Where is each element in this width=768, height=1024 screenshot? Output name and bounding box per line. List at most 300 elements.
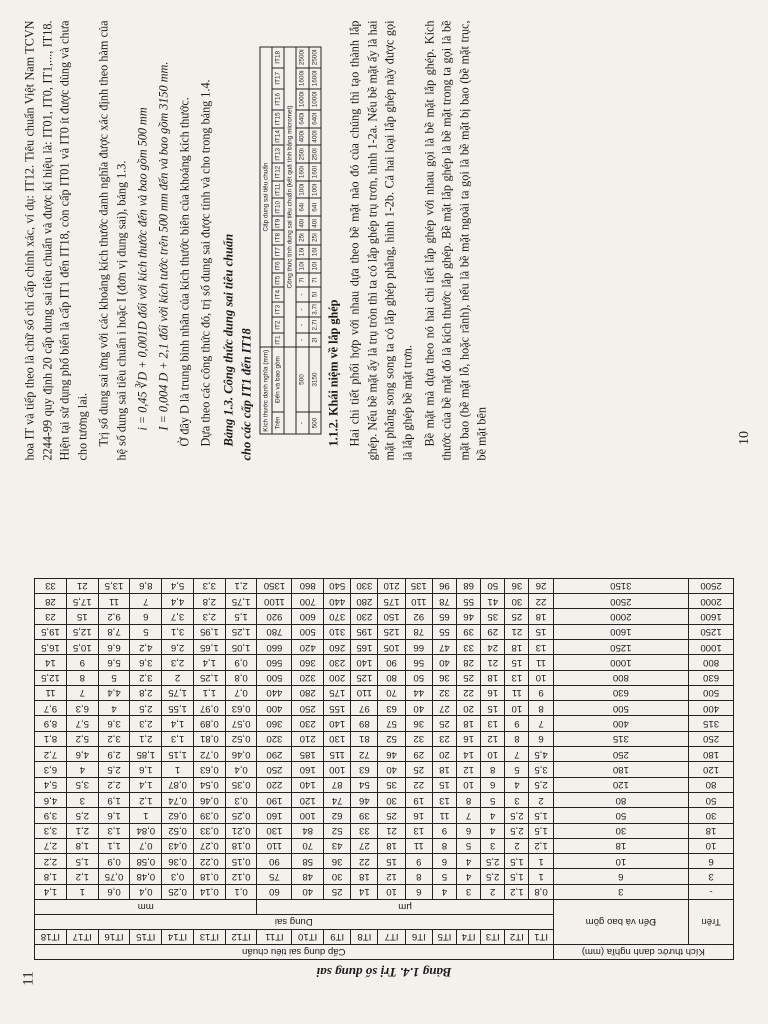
table-cell: 180 <box>689 747 734 762</box>
page-number: 10 <box>737 431 752 445</box>
table-cell: 280 <box>351 594 378 609</box>
table-cell: 13 <box>481 716 505 731</box>
table-cell: 50 <box>481 578 505 593</box>
table-cell: 18 <box>457 716 481 731</box>
table-cell: 175 <box>324 685 351 700</box>
table-cell: 250 <box>257 762 292 777</box>
table-cell: 13 <box>529 639 553 654</box>
table-cell: 36 <box>324 854 351 869</box>
table-cell: 4,5 <box>529 747 553 762</box>
table-cell: 25i <box>296 230 308 244</box>
table-cell: 120 <box>292 792 324 807</box>
header-cell: Cấp dung sai tiêu chuẩn <box>35 945 554 960</box>
table-cell: 25 <box>457 670 481 685</box>
table-cell: 0,3 <box>225 792 257 807</box>
table-cell: 18 <box>378 838 405 853</box>
table-cell: 2I <box>309 333 321 347</box>
table-cell: 35 <box>378 777 405 792</box>
table-cell: 3,1 <box>162 624 194 639</box>
table-row <box>35 731 734 746</box>
table-cell: 175 <box>378 594 405 609</box>
table-cell: 63 <box>351 762 378 777</box>
table-cell: 13 <box>505 670 529 685</box>
table-row <box>35 655 734 670</box>
table-cell: 0,8 <box>225 670 257 685</box>
table-cell: 1,1 <box>98 838 130 853</box>
table-row <box>296 47 308 434</box>
table-cell: 2,5 <box>505 808 529 823</box>
table-cell: 1,95 <box>193 624 225 639</box>
table-cell: 4,4 <box>162 594 194 609</box>
table-cell: 200 <box>324 670 351 685</box>
table-cell: 400 <box>689 701 734 716</box>
grade-header: IT17 <box>66 930 98 945</box>
table-cell: 8 <box>457 792 481 807</box>
table-cell: 0,58 <box>130 854 162 869</box>
table-cell: 17,5 <box>66 594 98 609</box>
table-cell: 135 <box>405 578 432 593</box>
table-cell: 0,52 <box>162 823 194 838</box>
table-row <box>35 777 734 792</box>
table-cell: 16 <box>457 731 481 746</box>
table-cell: 400 <box>257 701 292 716</box>
table-cell: 250 <box>553 747 689 762</box>
table-row <box>35 854 734 869</box>
table-cell: 1,55 <box>162 701 194 716</box>
table-cell: 1,8 <box>66 838 98 853</box>
grade-header: IT8 <box>351 930 378 945</box>
table-cell: 0,6 <box>98 884 130 899</box>
header-cell: Kích thước danh nghĩa (mm) <box>553 945 733 960</box>
table-cell: 72 <box>351 747 378 762</box>
table-cell: 4 <box>432 884 456 899</box>
table-cell: 7,2 <box>35 747 67 762</box>
grade-header: IT3 <box>272 302 284 318</box>
table-cell: 7I <box>309 273 321 287</box>
table-cell: 1600 <box>553 624 689 639</box>
table-cell: 18 <box>351 869 378 884</box>
table-cell: 12,5 <box>35 670 67 685</box>
caption-line: Bảng 1.3. Công thức dung sai tiêu chuẩn <box>221 233 236 447</box>
table-row <box>35 609 734 624</box>
table-cell: 1,2 <box>529 838 553 853</box>
grade-header: IT10 <box>272 198 284 216</box>
table-cell: 0,89 <box>193 716 225 731</box>
table-cell: 10I <box>309 259 321 273</box>
table-row <box>35 792 734 807</box>
table-cell: 52 <box>324 823 351 838</box>
table-cell: 1,2 <box>130 792 162 807</box>
table-cell: 46 <box>351 792 378 807</box>
table-cell: 4 <box>457 854 481 869</box>
table-cell: 18 <box>689 823 734 838</box>
table-row <box>35 701 734 716</box>
table-cell: 36 <box>505 578 529 593</box>
header-cell: Kích thước danh nghĩa (mm) <box>260 347 272 434</box>
table-cell: 7,8 <box>98 624 130 639</box>
table-cell: 6 <box>689 854 734 869</box>
table-cell: 2 <box>162 670 194 685</box>
grade-header: IT4 <box>272 287 284 301</box>
table-cell: 48 <box>292 869 324 884</box>
table-cell: 25 <box>432 716 456 731</box>
grade-header: IT10 <box>292 930 324 945</box>
table-cell: 74 <box>324 792 351 807</box>
table-cell: 2,7 <box>35 838 67 853</box>
table-cell: 190 <box>257 792 292 807</box>
table-cell: 55 <box>432 624 456 639</box>
caption-line: cho các cấp IT1 đến IT18 <box>239 328 254 461</box>
grade-header: IT5 <box>272 273 284 287</box>
table-cell: 40i <box>296 216 308 230</box>
table-cell: 110 <box>351 685 378 700</box>
unit-cell: mm <box>35 900 257 915</box>
table-cell: 165 <box>351 639 378 654</box>
table-cell: 11 <box>505 685 529 700</box>
table-cell: 21 <box>378 823 405 838</box>
table-cell: 500 <box>257 670 292 685</box>
table-cell: 2000 <box>553 609 689 624</box>
table-cell: 97 <box>351 701 378 716</box>
table-cell: 110 <box>405 594 432 609</box>
table-cell: 10 <box>378 884 405 899</box>
table-cell: 1,4 <box>35 884 67 899</box>
table-header-row <box>260 47 272 434</box>
table-cell: 0,62 <box>162 808 194 823</box>
table-cell: 0,33 <box>193 823 225 838</box>
grade-header: IT12 <box>225 930 257 945</box>
grade-header: IT7 <box>272 245 284 259</box>
table-cell: 2,6 <box>162 639 194 654</box>
table-cell: 0,35 <box>225 777 257 792</box>
table-cell: 2,5 <box>529 777 553 792</box>
table-cell: 30 <box>689 808 734 823</box>
table-cell: 315 <box>689 716 734 731</box>
table-header-row <box>284 47 296 434</box>
table-cell: 2,5 <box>98 762 130 777</box>
table-cell: 2,3 <box>193 609 225 624</box>
table-cell: 18 <box>432 762 456 777</box>
table-cell: 1 <box>162 762 194 777</box>
table-cell: 21 <box>66 578 98 593</box>
table-cell: 0,12 <box>225 869 257 884</box>
table-cell: 8 <box>481 762 505 777</box>
table-cell: 15 <box>529 624 553 639</box>
table-cell: 2,3 <box>162 655 194 670</box>
table-cell: 12 <box>378 869 405 884</box>
table-cell: 140 <box>292 777 324 792</box>
table-cell: 1,5 <box>505 854 529 869</box>
table-cell: 78 <box>432 594 456 609</box>
table-cell: 5I <box>309 287 321 301</box>
table-cell: 2,3 <box>130 716 162 731</box>
table-cell: 5,6 <box>98 655 130 670</box>
table-cell: 3 <box>457 884 481 899</box>
table-cell: 1,05 <box>225 639 257 654</box>
table-cell: 500 <box>689 685 734 700</box>
table-cell: 84 <box>292 823 324 838</box>
table-cell: 1250 <box>553 639 689 654</box>
table-cell: 14 <box>351 884 378 899</box>
table-cell: 2,5 <box>66 808 98 823</box>
table-cell: 2,5 <box>481 869 505 884</box>
table-cell: 66 <box>405 639 432 654</box>
empty-cell <box>284 347 296 434</box>
table-cell: 100I <box>309 181 321 198</box>
table-cell: 230 <box>324 655 351 670</box>
table-cell: 420 <box>292 639 324 654</box>
table-cell: 40 <box>292 884 324 899</box>
paragraph: Hai chi tiết phối hợp với nhau dựa theo bề mặt nào đó của chúng thì tạo thành lắp ghép. Nếu bề mặt ấy là trụ tròn thì ta có lắp ghép trụ trơn, hình 1-2a. Nếu bề mặt ấy là hai mặt phẳng song song ta có lắp ghép phẳng, hình 1-2b. Cả hai loại lắp ghép này được gọi là lắp ghép bề mặt trơn. <box>347 20 415 461</box>
table-cell: 63 <box>378 701 405 716</box>
table-cell: 9 <box>432 823 456 838</box>
table-cell: 64i <box>296 198 308 216</box>
table-cell: 4,6 <box>66 747 98 762</box>
table-cell: 630 <box>689 670 734 685</box>
table-cell: 280 <box>292 685 324 700</box>
table-cell: 11 <box>405 838 432 853</box>
table-cell: 2,2 <box>35 854 67 869</box>
table-cell: 800 <box>553 670 689 685</box>
table-cell: 230 <box>351 609 378 624</box>
table-cell: 370 <box>324 609 351 624</box>
table-cell: 0,25 <box>162 884 194 899</box>
table-cell: 4,4 <box>98 685 130 700</box>
table-cell: 1,5 <box>66 854 98 869</box>
paragraph: Trị số dung sai ứng với các khoảng kích thước danh nghĩa được xác định theo hàm của hệ số dung sai tiêu chuẩn i hoặc I (đơn vị dung sai), bảng 1.3. <box>96 20 129 461</box>
table-cell: 2,1 <box>66 823 98 838</box>
table-row <box>35 884 734 899</box>
table-cell: 24 <box>481 639 505 654</box>
table-cell: 195 <box>351 624 378 639</box>
paragraph: hoa IT và tiếp theo là chữ số chỉ cấp chính xác, ví dụ: IT12. Tiêu chuẩn Việt Nam TCVN 2244-99 quy định 20 cấp dung sai tiêu chuẩn và được kí hiệu là: IT01, IT0, IT1,..., IT18. Hiện tại sử dụng phổ biến là cấp IT1 đến IT18, còn cấp IT01 và IT0 ít được dùng và chưa cho tương lai. <box>22 20 90 461</box>
table-cell: 0,39 <box>193 808 225 823</box>
table-cell: 7i <box>296 273 308 287</box>
table-cell: 57 <box>378 716 405 731</box>
table-cell: 6 <box>432 854 456 869</box>
table-cell: 27 <box>432 701 456 716</box>
table-cell: 30 <box>378 792 405 807</box>
table-cell: 30 <box>324 869 351 884</box>
table-cell: 360 <box>292 655 324 670</box>
table-cell: 2,7I <box>309 317 321 333</box>
table-cell: 150 <box>378 609 405 624</box>
paragraph: Bề mặt mà dựa theo nó hai chi tiết lắp ghép với nhau gọi là bề mặt lắp ghép. Kích thước của bề mặt đó là kích thước lắp ghép. Bề mặt lắp ghép là bề mặt trong ta gọi là bề mặt bao (bề mặt lỗ, hoặc rãnh), nếu là bề mặt ngoài ta gọi là bề mặt bị bao (bề mặt trục, bề mặt bên <box>422 20 489 461</box>
table-cell: 440 <box>257 685 292 700</box>
table-cell: 6 <box>457 823 481 838</box>
table-cell: 10 <box>481 747 505 762</box>
table-cell: 100i <box>296 181 308 198</box>
table-cell: 1,15 <box>162 747 194 762</box>
table-cell: 500 <box>309 412 321 434</box>
table-cell: 10 <box>457 777 481 792</box>
table-cell: 1000i <box>296 89 308 110</box>
table-cell: 47 <box>432 639 456 654</box>
table-cell: - <box>296 333 308 347</box>
table-cell: 12,5 <box>66 624 98 639</box>
table-cell: 0,9 <box>98 854 130 869</box>
table-cell: 20 <box>432 747 456 762</box>
grade-header: IT15 <box>130 930 162 945</box>
table-cell: 1,85 <box>130 747 162 762</box>
table-cell: 1 <box>529 854 553 869</box>
table-cell: 290 <box>257 747 292 762</box>
table-cell: 22 <box>405 777 432 792</box>
table-cell: 0,54 <box>193 777 225 792</box>
table-row <box>35 594 734 609</box>
table-cell: 44 <box>405 685 432 700</box>
page-number: 11 <box>20 971 37 986</box>
table-cell: 1,3 <box>98 823 130 838</box>
table-cell: 18 <box>529 609 553 624</box>
table-cell: 1 <box>529 869 553 884</box>
table-row <box>309 47 321 434</box>
section-heading: 1.1.2. Khái niệm về lắp ghép <box>326 299 341 447</box>
table-cell: 89 <box>351 716 378 731</box>
table-cell: 0,22 <box>193 854 225 869</box>
grade-header: IT14 <box>162 930 194 945</box>
table-cell: 58 <box>292 854 324 869</box>
grade-header: IT6 <box>405 930 432 945</box>
table-cell: 5 <box>98 670 130 685</box>
table-cell: 780 <box>257 624 292 639</box>
table-cell: 8 <box>405 869 432 884</box>
table-row <box>35 670 734 685</box>
header-cell: Công thức tính dung sai tiêu chuẩn (kết quả tính bằng micromet) <box>284 47 296 347</box>
table-cell: 1,5 <box>529 808 553 823</box>
table-cell: 9 <box>505 716 529 731</box>
table-cell: 33 <box>351 823 378 838</box>
table-cell: 560 <box>257 655 292 670</box>
table-cell: 6 <box>405 884 432 899</box>
grade-header: IT4 <box>457 930 481 945</box>
table-cell: 440 <box>324 594 351 609</box>
table-cell: 20 <box>457 701 481 716</box>
grade-header: IT14 <box>272 128 284 146</box>
table-row <box>35 624 734 639</box>
table-cell: 1,1 <box>193 685 225 700</box>
table-cell: 29 <box>481 624 505 639</box>
table-cell: 0,18 <box>225 838 257 853</box>
table-cell: 5,4 <box>35 777 67 792</box>
grade-header: IT8 <box>272 230 284 244</box>
table-cell: 15 <box>505 655 529 670</box>
table-cell: 2500 <box>553 594 689 609</box>
grade-header: IT16 <box>272 89 284 110</box>
table-cell: 25 <box>378 808 405 823</box>
table-cell: 2500 <box>689 578 734 593</box>
table-cell: 50 <box>553 808 689 823</box>
table-cell: 115 <box>324 747 351 762</box>
table-cell: 60 <box>257 884 292 899</box>
table-cell: 160i <box>296 163 308 181</box>
table-cell: 0,48 <box>130 869 162 884</box>
table-cell: 1,25 <box>225 624 257 639</box>
table-cell: 3150 <box>309 347 321 412</box>
table-cell: 8 <box>529 701 553 716</box>
table-cell: 400I <box>309 128 321 146</box>
table-cell: 33 <box>457 639 481 654</box>
table-cell: 1,5 <box>505 869 529 884</box>
table-cell: 800 <box>689 655 734 670</box>
table-cell: 250 <box>292 701 324 716</box>
table-cell: 320 <box>257 731 292 746</box>
table-cell: 87 <box>324 777 351 792</box>
table-cell: 5,4 <box>162 578 194 593</box>
table-cell: 250I <box>309 145 321 163</box>
table-cell: 210 <box>378 578 405 593</box>
header-cell: Dung sai <box>35 915 554 930</box>
table-cell: 500 <box>296 347 308 412</box>
table-cell: 220 <box>257 777 292 792</box>
table-row <box>35 747 734 762</box>
table-cell: 3 <box>481 838 505 853</box>
header-cell: Trên <box>689 900 734 945</box>
table-cell: 16 <box>405 808 432 823</box>
table-cell: 29 <box>405 747 432 762</box>
table-cell: 92 <box>405 609 432 624</box>
table-cell: 0,81 <box>193 731 225 746</box>
table-cell: 11 <box>98 594 130 609</box>
top-text-block <box>22 21 747 461</box>
table-cell: 9 <box>66 655 98 670</box>
grade-header: IT6 <box>272 259 284 273</box>
table-cell: 5 <box>505 762 529 777</box>
table-cell: 630 <box>553 685 689 700</box>
table-cell: 0,43 <box>162 838 194 853</box>
table-cell: 660 <box>257 639 292 654</box>
table-cell: 27 <box>351 838 378 853</box>
table-cell: 0,14 <box>193 884 225 899</box>
table-1-4 <box>34 578 734 960</box>
table-cell: 19,5 <box>35 624 67 639</box>
table-cell: 21 <box>505 624 529 639</box>
table-cell: 3,7 <box>162 609 194 624</box>
table-cell: 3 <box>505 792 529 807</box>
table-cell: - <box>296 287 308 301</box>
table-cell: 75 <box>257 869 292 884</box>
table-cell: 12 <box>481 731 505 746</box>
table-cell: 185 <box>292 747 324 762</box>
table-caption: Bảng 1.4. Trị số dung sai <box>316 965 452 980</box>
grade-header: IT5 <box>432 930 456 945</box>
table-cell: 14 <box>457 747 481 762</box>
table-cell: 0,63 <box>225 701 257 716</box>
table-cell: 860 <box>292 578 324 593</box>
grade-header: IT11 <box>272 181 284 198</box>
table-cell: 0,8 <box>529 884 553 899</box>
table-cell: 3150 <box>553 578 689 593</box>
table-cell: 125 <box>351 670 378 685</box>
table-cell: 3,2 <box>98 731 130 746</box>
table-cell: 0,72 <box>193 747 225 762</box>
table-cell: 10 <box>689 838 734 853</box>
table-cell: 26 <box>529 578 553 593</box>
table-cell: 5 <box>432 869 456 884</box>
table-cell: 160I <box>309 163 321 181</box>
table-cell: 0,7 <box>130 838 162 853</box>
table-cell: 0,75 <box>98 869 130 884</box>
table-cell: 80 <box>553 792 689 807</box>
table-cell: 0,9 <box>225 655 257 670</box>
table-cell: 0,25 <box>225 808 257 823</box>
table-cell: 2 <box>505 838 529 853</box>
table-cell: 100 <box>292 808 324 823</box>
table-header-row <box>35 930 734 945</box>
table-cell: 4 <box>66 762 98 777</box>
table-cell: 5 <box>457 838 481 853</box>
table-cell: 8,9 <box>35 716 67 731</box>
